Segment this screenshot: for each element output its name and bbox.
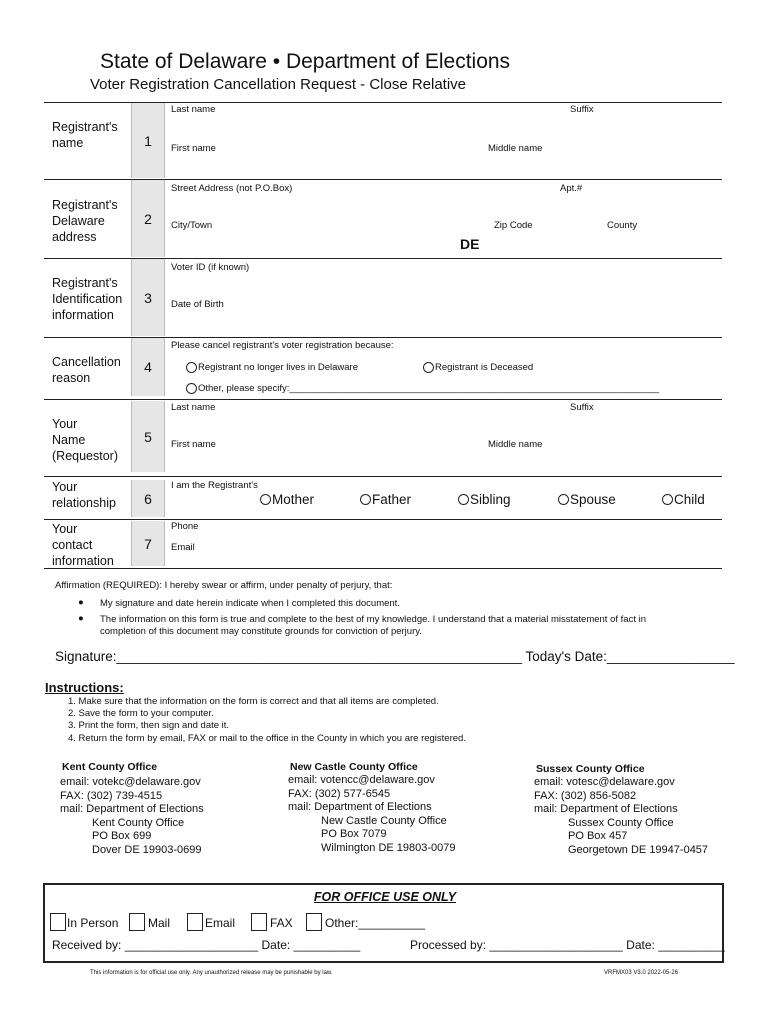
radio-circle-icon [260,494,271,505]
section-3-label-line: Identification [52,292,123,306]
divider [44,568,722,569]
page-subtitle: Voter Registration Cancellation Request - Close Relative [90,76,467,93]
kent-email[interactable]: email: votekc@delaware.gov [60,776,201,788]
sussex-mail-line: Sussex County Office [568,816,674,829]
section-2-label-line: Registrant's [52,198,118,212]
instruction-item: 4. Return the form by email, FAX or mail to the office in the County in which you are registered. [68,733,466,744]
divider [44,102,722,103]
email-checkbox[interactable] [187,913,203,931]
divider [44,179,722,180]
newcastle-mail-line: Wilmington DE 19803-0079 [321,841,456,854]
newcastle-office-details [288,774,456,855]
newcastle-mail: mail: Department of Elections [288,801,432,813]
relationship-spouse-radio[interactable] [558,492,616,507]
radio-circle-icon [423,362,434,373]
reason-moved-label: Registrant no longer lives in Delaware [198,362,358,373]
kent-mail-line: Kent County Office [92,816,185,829]
newcastle-office-name: New Castle County Office [290,761,418,773]
state-value: DE [460,236,480,252]
voter-id-label: Voter ID (if known) [171,262,250,273]
reason-deceased-radio[interactable] [423,362,533,373]
kent-mail: mail: Department of Elections [60,803,204,815]
middle-name-label: Middle name [488,143,543,154]
reason-deceased-label: Registrant is Deceased [435,362,534,373]
relationship-child-radio[interactable] [662,492,705,507]
email-label: Email [171,542,195,553]
mail-label: Mail [148,916,171,930]
other-checkbox[interactable] [306,913,322,931]
section-1-label: Registrant's name [52,120,118,150]
radio-circle-icon [458,494,469,505]
relationship-option-label: Mother [272,492,315,507]
section-5-label-line: Your [52,417,78,431]
newcastle-mail-line: New Castle County Office [321,814,447,827]
divider [44,399,722,400]
section-number-1: 1 [131,103,165,178]
section-4-label [52,354,121,386]
relationship-mother-radio[interactable] [260,492,314,507]
kent-mail-line: PO Box 699 [92,830,152,842]
last-name-label: Last name [171,104,216,115]
section-7-label [52,521,114,569]
instructions-heading: Instructions: [45,680,124,695]
sussex-mail-line: PO Box 457 [568,830,628,842]
radio-circle-icon [186,383,197,394]
relationship-sibling-radio[interactable] [458,492,511,507]
sussex-office-name: Sussex County Office [536,763,645,775]
zip-code-label: Zip Code [494,220,533,231]
section-6-label-line: Your [52,480,78,494]
section-5-label [52,416,118,464]
in-person-checkbox[interactable] [50,913,66,931]
reason-other-label: Other, please specify:______________________________________________________________________ [198,383,660,394]
page-title: State of Delaware • Department of Elections [100,50,511,73]
radio-circle-icon [662,494,673,505]
city-label: City/Town [171,220,213,231]
dob-label: Date of Birth [171,299,224,310]
relationship-option-label: Child [674,492,705,507]
newcastle-fax: FAX: (302) 577-6545 [288,787,391,800]
kent-office-details [60,776,204,857]
radio-circle-icon [186,362,197,373]
processed-by-line[interactable]: Processed by: ____________________ Date: __________ [410,938,725,952]
affirmation-bullet-1: My signature and date herein indicate when I completed this document. [100,598,400,609]
footer-notice: This information is for official use only. Any unauthorized release may be punishable by law. [90,970,333,976]
sussex-mail: mail: Department of Elections [534,803,678,815]
newcastle-mail-line: PO Box 7079 [321,828,387,840]
section-2-label [52,197,118,245]
section-6-label [52,479,116,511]
office-use-heading: FOR OFFICE USE ONLY [313,890,457,904]
divider [44,337,722,338]
section-6-label-line: relationship [52,496,116,510]
suffix-label: Suffix [570,104,594,115]
kent-mail-line: Dover DE 19903-0699 [92,843,202,856]
apt-label: Apt.# [560,183,583,194]
relationship-option-label: Spouse [570,492,616,507]
requestor-suffix-label: Suffix [570,402,594,413]
section-4-label-line: reason [52,371,91,385]
section-5-label-line: Name [52,433,86,447]
section-3-label-line: information [52,308,114,322]
section-number-2: 2 [131,180,165,257]
reason-other-radio[interactable] [186,383,659,394]
bullet-icon: ● [78,597,84,608]
requestor-middle-name-label: Middle name [488,439,543,450]
section-number-3: 3 [131,259,165,336]
affirmation-bullet-2: The information on this form is true and complete to the best of my knowledge. I understand that a material misstatement of fact in [100,614,646,625]
instruction-item: 3. Print the form, then sign and date it. [68,720,230,731]
radio-circle-icon [558,494,569,505]
street-address-label: Street Address (not P.O.Box) [171,183,293,194]
cancel-reason-prompt: Please cancel registrant's voter registration because: [171,340,394,351]
relationship-option-label: Sibling [470,492,511,507]
sussex-fax: FAX: (302) 856-5082 [534,789,637,802]
sussex-email[interactable]: email: votesc@delaware.gov [534,776,675,788]
fax-checkbox[interactable] [251,913,267,931]
section-number-7: 7 [131,521,165,566]
kent-fax: FAX: (302) 739-4515 [60,789,163,802]
email-checkbox-label: Email [205,916,236,930]
other-label: Other:__________ [325,916,426,930]
section-2-label-line: Delaware [52,214,105,228]
sussex-mail-line: Georgetown DE 19947-0457 [568,843,709,856]
affirmation-intro: Affirmation (REQUIRED): I hereby swear or affirm, under penalty of perjury, that: [55,580,393,591]
relationship-father-radio[interactable] [360,492,411,507]
section-7-label-line: contact [52,538,93,552]
first-name-label: First name [171,143,216,154]
section-3-label [52,275,122,323]
fax-label: FAX [270,916,293,930]
relationship-option-label: Father [372,492,412,507]
requestor-first-name-label: First name [171,439,216,450]
phone-label: Phone [171,521,199,532]
section-4-label-line: Cancellation [52,355,121,369]
divider [44,476,722,477]
mail-checkbox[interactable] [129,913,145,931]
instruction-item: 1. Make sure that the information on the form is correct and that all items are completed. [68,696,439,707]
section-number-6: 6 [131,480,165,517]
section-number-5: 5 [131,401,165,472]
divider [44,519,722,520]
signature-line[interactable]: Signature:______________________________________________________ Today's Date:_________________ [55,649,735,664]
divider [44,258,722,259]
reason-moved-radio[interactable] [186,362,358,373]
section-number-4: 4 [131,338,165,396]
footer-version: VRFMX03 V3.0 2022-05-26 [604,970,679,976]
county-label: County [607,220,638,231]
instruction-item: 2. Save the form to your computer. [68,708,214,719]
kent-office-name: Kent County Office [62,761,158,773]
bullet-icon: ● [78,613,84,624]
requestor-last-name-label: Last name [171,402,216,413]
relationship-prompt: I am the Registrant's [171,480,258,491]
newcastle-email[interactable]: email: votencc@delaware.gov [288,774,435,786]
received-by-line[interactable]: Received by: ____________________ Date: __________ [52,938,361,952]
section-5-label-line: (Requestor) [52,449,118,463]
affirmation-bullet-2-cont: completion of this document may constitute grounds for conviction of perjury. [100,626,422,637]
sussex-office-details [534,776,708,857]
section-7-label-line: information [52,554,114,568]
in-person-label: In Person [67,916,119,930]
section-7-label-line: Your [52,522,78,536]
radio-circle-icon [360,494,371,505]
section-3-label-line: Registrant's [52,276,118,290]
section-2-label-line: address [52,230,97,244]
